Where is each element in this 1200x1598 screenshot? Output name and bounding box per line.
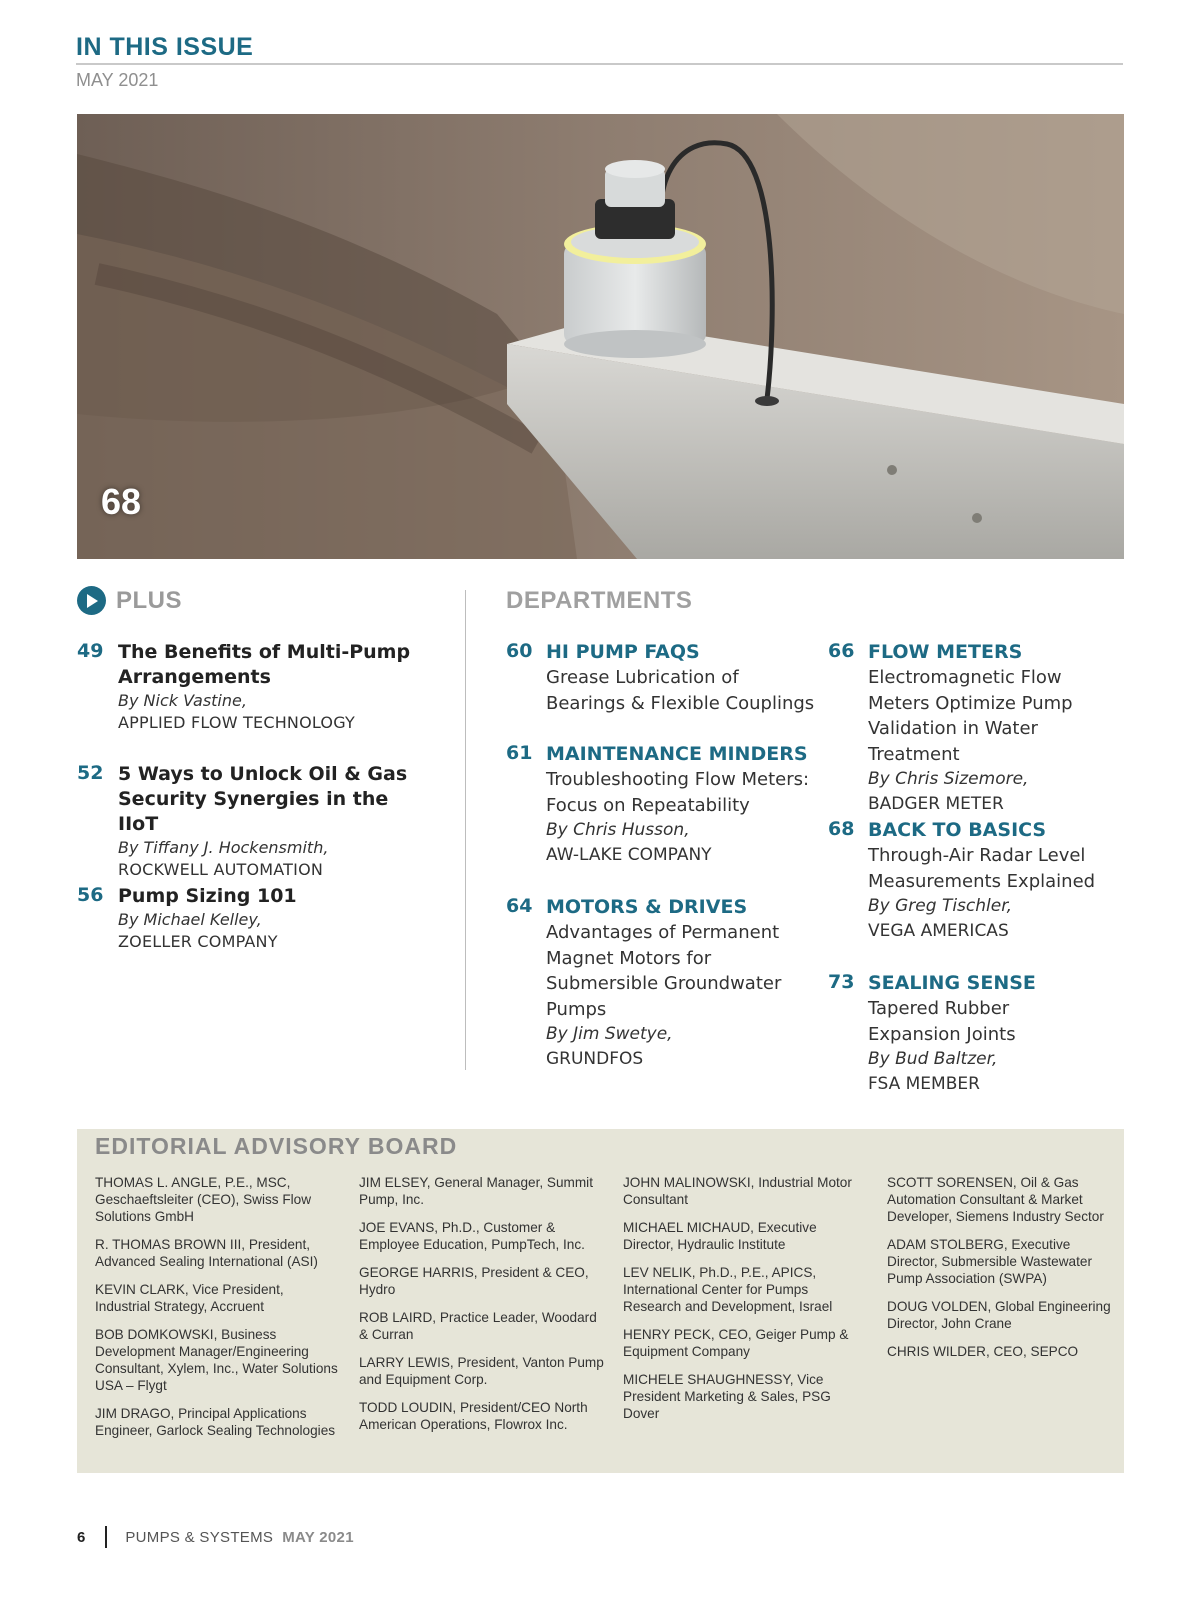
article-byline: By Bud Baltzer, (868, 1049, 998, 1069)
board-member: LARRY LEWIS, President, Vanton Pump and Equipment Corp. (359, 1355, 604, 1387)
board-member: CHRIS WILDER, CEO, SEPCO (887, 1344, 1079, 1359)
article-company: AW-LAKE COMPANY (546, 845, 712, 865)
article-byline: By Jim Swetye, (546, 1024, 673, 1044)
board-member: BOB DOMKOWSKI, Business Development Manager/Engineering Consultant, Xylem, Inc., Water Solutions USA – Flygt (95, 1327, 338, 1393)
article-title: Tapered Rubber Expansion Joints (868, 998, 1016, 1045)
department-category: BACK TO BASICS (868, 819, 1047, 841)
departments-heading: DEPARTMENTS (506, 587, 693, 614)
board-member: JIM DRAGO, Principal Applications Engineer, Garlock Sealing Technologies (95, 1406, 336, 1438)
header-rule (76, 63, 1123, 65)
article-title: Through-Air Radar Level Measurements Explained (868, 845, 1096, 892)
plus-heading (77, 586, 182, 615)
article-title: 5 Ways to Unlock Oil & Gas Security Synergies in the IIoT (118, 763, 408, 835)
board-title: EDITORIAL ADVISORY BOARD (95, 1133, 458, 1159)
board-member: TODD LOUDIN, President/CEO North American Operations, Flowrox Inc. (359, 1400, 588, 1432)
board-member: ROB LAIRD, Practice Leader, Woodard & Curran (359, 1310, 597, 1342)
article-company: GRUNDFOS (546, 1049, 644, 1069)
department-category: MAINTENANCE MINDERS (546, 743, 808, 765)
article-page: 61 (506, 742, 533, 764)
board-member: THOMAS L. ANGLE, P.E., MSC, Geschaeftsleiter (CEO), Swiss Flow Solutions GmbH (95, 1175, 312, 1224)
article-byline: By Tiffany J. Hockensmith, (118, 838, 329, 857)
board-member: JIM ELSEY, General Manager, Summit Pump, Inc. (359, 1175, 593, 1207)
board-member: LEV NELIK, Ph.D., P.E., APICS, International Center for Pumps Research and Development, Israel (623, 1265, 833, 1314)
department-category: SEALING SENSE (868, 972, 1036, 994)
board-member: DOUG VOLDEN, Global Engineering Director, John Crane (887, 1299, 1111, 1331)
board-column (95, 1174, 340, 1450)
department-category: MOTORS & DRIVES (546, 896, 748, 918)
department-category: FLOW METERS (868, 641, 1023, 663)
article-title: Advantages of Permanent Magnet Motors for Submersible Groundwater Pumps (546, 922, 782, 1020)
article-company: ROCKWELL AUTOMATION (118, 860, 324, 879)
article-title: The Benefits of Multi-Pump Arrangements (118, 641, 411, 688)
article-page: 66 (828, 640, 855, 662)
hero-photo[interactable] (77, 114, 1124, 559)
article-page: 52 (77, 762, 104, 784)
footer-date: MAY 2021 (282, 1528, 354, 1546)
department-category: HI PUMP FAQS (546, 641, 700, 663)
board-member: KEVIN CLARK, Vice President, Industrial Strategy, Accruent (95, 1282, 284, 1314)
hero-photo-illustration (77, 114, 1124, 559)
article-title: Grease Lubrication of Bearings & Flexible Couplings (546, 667, 815, 714)
article-page: 68 (828, 818, 855, 840)
article-company: APPLIED FLOW TECHNOLOGY (118, 713, 355, 732)
board-member: SCOTT SORENSEN, Oil & Gas Automation Consultant & Market Developer, Siemens Industry Sector (887, 1175, 1104, 1224)
board-member: ADAM STOLBERG, Executive Director, Submersible Wastewater Pump Association (SWPA) (887, 1237, 1092, 1286)
board-member: HENRY PECK, CEO, Geiger Pump & Equipment Company (623, 1327, 849, 1359)
article-byline: By Chris Sizemore, (868, 769, 1029, 789)
article-page: 64 (506, 895, 533, 917)
article-company: ZOELLER COMPANY (118, 932, 278, 951)
folio-page-number: 6 (77, 1528, 86, 1546)
board-member: MICHAEL MICHAUD, Executive Director, Hydraulic Institute (623, 1220, 817, 1252)
article-byline: By Michael Kelley, (118, 910, 262, 929)
play-icon (77, 586, 106, 615)
magazine-name: PUMPS & SYSTEMS (125, 1528, 274, 1546)
editorial-advisory-board (77, 1129, 1124, 1473)
board-member: R. THOMAS BROWN III, President, Advanced Sealing International (ASI) (95, 1237, 318, 1269)
article-company: BADGER METER (868, 794, 1004, 814)
page-title: IN THIS ISSUE (76, 33, 254, 61)
column-divider (465, 590, 466, 1070)
article-title: Pump Sizing 101 (118, 885, 297, 907)
article-company: VEGA AMERICAS (868, 921, 1009, 941)
hero-page-number: 68 (101, 481, 142, 522)
article-page: 56 (77, 884, 104, 906)
article-company: FSA MEMBER (868, 1074, 980, 1094)
article-byline: By Chris Husson, (546, 820, 690, 840)
article-page: 73 (828, 971, 855, 993)
board-column (887, 1174, 1119, 1371)
article-title: Electromagnetic Flow Meters Optimize Pump Validation in Water Treatment (868, 667, 1073, 765)
article-byline: By Nick Vastine, (118, 691, 247, 710)
board-member: MICHELE SHAUGHNESSY, Vice President Marketing & Sales, PSG Dover (623, 1372, 831, 1421)
plus-label: PLUS (116, 586, 183, 614)
board-member: JOE EVANS, Ph.D., Customer & Employee Education, PumpTech, Inc. (359, 1220, 585, 1252)
article-title: Troubleshooting Flow Meters: Focus on Repeatability (546, 769, 810, 816)
board-member: GEORGE HARRIS, President & CEO, Hydro (359, 1265, 589, 1297)
board-member: JOHN MALINOWSKI, Industrial Motor Consultant (623, 1175, 852, 1207)
page-footer (77, 1526, 354, 1548)
board-column (359, 1174, 604, 1444)
article-page: 60 (506, 640, 533, 662)
article-byline: By Greg Tischler, (868, 896, 1013, 916)
article-page: 49 (77, 640, 104, 662)
issue-date: MAY 2021 (76, 70, 159, 90)
footer-separator (105, 1526, 107, 1548)
board-column (623, 1174, 868, 1433)
